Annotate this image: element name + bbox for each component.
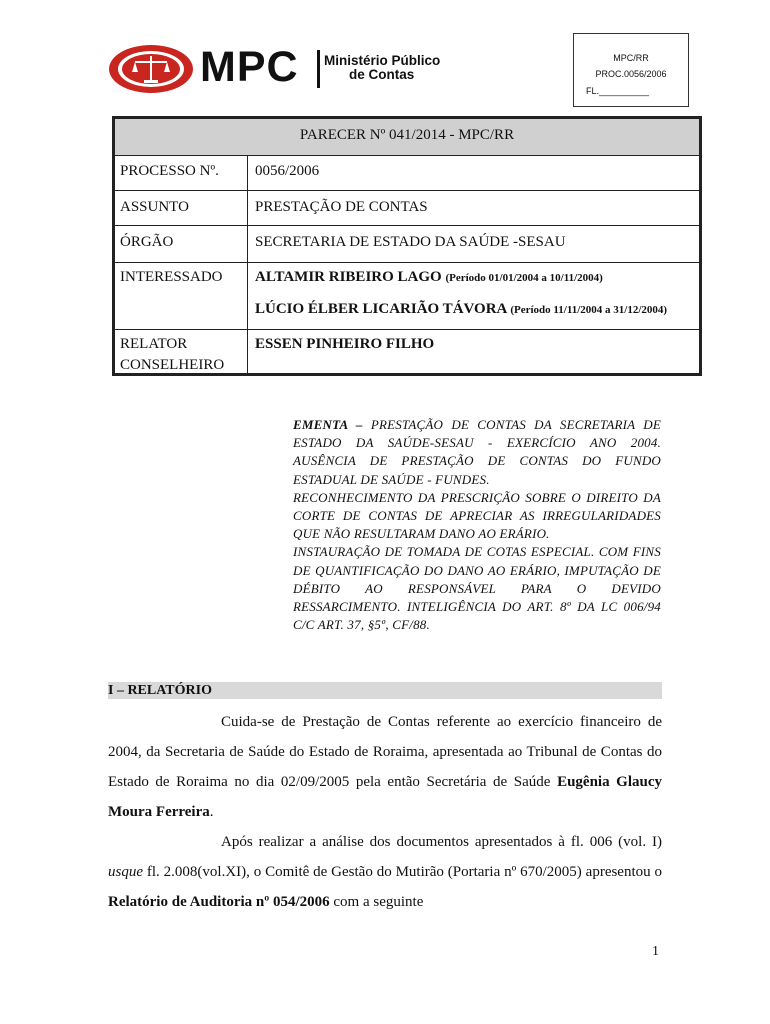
value-relator: ESSEN PINHEIRO FILHO — [255, 336, 435, 352]
ementa-p3: INSTAURAÇÃO DE TOMADA DE COTAS ESPECIAL. COM FINS DE QUANTIFICAÇÃO DO DANO AO ERÁRIO, IMPUTAÇÃO DE DÉBITO AO RESPONSÁVEL PARA O DEVIDO RESSARCIMENTO. INTELIGÊNCIA DO ART. 8º DA LC 006/94 C/C ART. 37, §5º, CF/88. — [293, 544, 661, 633]
paragraph-1-end: . — [209, 804, 214, 820]
logo-line1: Ministério Público — [324, 53, 441, 68]
label-interessado: INTERESSADO — [120, 269, 223, 285]
secretary-name: Eugênia Glaucy Moura Ferreira — [108, 774, 663, 820]
section-title: I – RELATÓRIO — [108, 682, 662, 699]
ementa-p2: RECONHECIMENTO DA PRESCRIÇÃO SOBRE O DIREITO DA CORTE DE CONTAS DE APRECIAR AS IRREGULARIDADES QUE NÃO RESULTARAM DANO AO ERÁRIO. — [293, 489, 661, 542]
stamp-line2: PROC.0056/2006 — [595, 69, 667, 79]
logo-line2: de Contas — [349, 67, 415, 82]
stamp-line1: MPC/RR — [613, 53, 649, 63]
value-assunto: PRESTAÇÃO DE CONTAS — [255, 199, 428, 215]
label-orgao: ÓRGÃO — [120, 234, 174, 250]
interessado-1-period: (Período 01/01/2004 a 10/11/2004) — [445, 272, 603, 284]
ementa-text-1: PRESTAÇÃO DE CONTAS DA SECRETARIA DE ESTADO DA SAÚDE-SESAU - EXERCÍCIO ANO 2004. AUSÊNCIA DE PRESTAÇÃO DE CONTAS DO FUNDO ESTADUAL DE SAÚDE - FUNDES. — [293, 417, 661, 487]
usque-word: usque — [108, 864, 143, 880]
table-divider — [247, 155, 248, 373]
logo-divider — [317, 50, 320, 88]
parecer-title: PARECER Nº 041/2014 - MPC/RR — [115, 119, 699, 156]
stamp-line3: FL.__________ — [586, 86, 650, 96]
interessado-2-period: (Período 11/11/2004 a 31/12/2004) — [510, 304, 668, 316]
label-relator — [120, 334, 224, 376]
label-assunto: ASSUNTO — [120, 199, 189, 215]
paragraph-2-t2: fl. 2.008(vol.XI), o Comitê de Gestão do Mutirão (Portaria nº 670/2005) apresentou o — [146, 864, 663, 880]
paragraph-2 — [108, 827, 662, 917]
row-divider — [115, 262, 699, 263]
parecer-table — [112, 116, 702, 376]
label-relator-line2: CONSELHEIRO — [120, 357, 225, 373]
paragraph-1 — [108, 707, 662, 827]
interessado-1-name: ALTAMIR RIBEIRO LAGO — [255, 269, 442, 285]
value-processo: 0056/2006 — [255, 163, 320, 179]
ementa — [293, 416, 661, 634]
interessado-2-name: LÚCIO ÉLBER LICARIÃO TÁVORA — [255, 301, 507, 317]
paragraph-1-text: Cuida-se de Prestação de Contas referente ao exercício financeiro de 2004, da Secretaria de Saúde do Estado de Roraima, apresentada ao Tribunal de Contas do Estado de Roraima no dia 02/09/2005 pela então Secretária de Saúde — [108, 714, 662, 790]
row-divider — [115, 225, 699, 226]
label-processo: PROCESSO Nº. — [120, 163, 219, 179]
row-divider — [115, 190, 699, 191]
value-interessado-2 — [255, 299, 667, 321]
row-divider — [115, 329, 699, 330]
logo-text — [324, 54, 484, 82]
value-orgao: SECRETARIA DE ESTADO DA SAÚDE -SESAU — [255, 234, 566, 250]
ementa-p1 — [293, 416, 661, 489]
value-interessado-1 — [255, 267, 603, 289]
process-stamp — [573, 33, 689, 107]
paragraph-2-t1: Após realizar a análise dos documentos apresentados à fl. 006 (vol. I) — [221, 834, 662, 850]
seal-icon — [108, 44, 194, 94]
logo-acronym: MPC — [200, 43, 299, 91]
page-number: 1 — [652, 944, 659, 959]
audit-report: Relatório de Auditoria nº 054/2006 — [108, 894, 330, 910]
label-relator-line1: RELATOR — [120, 336, 188, 352]
ementa-lead: EMENTA – — [293, 417, 363, 432]
paragraph-2-t3: com a seguinte — [333, 894, 424, 910]
